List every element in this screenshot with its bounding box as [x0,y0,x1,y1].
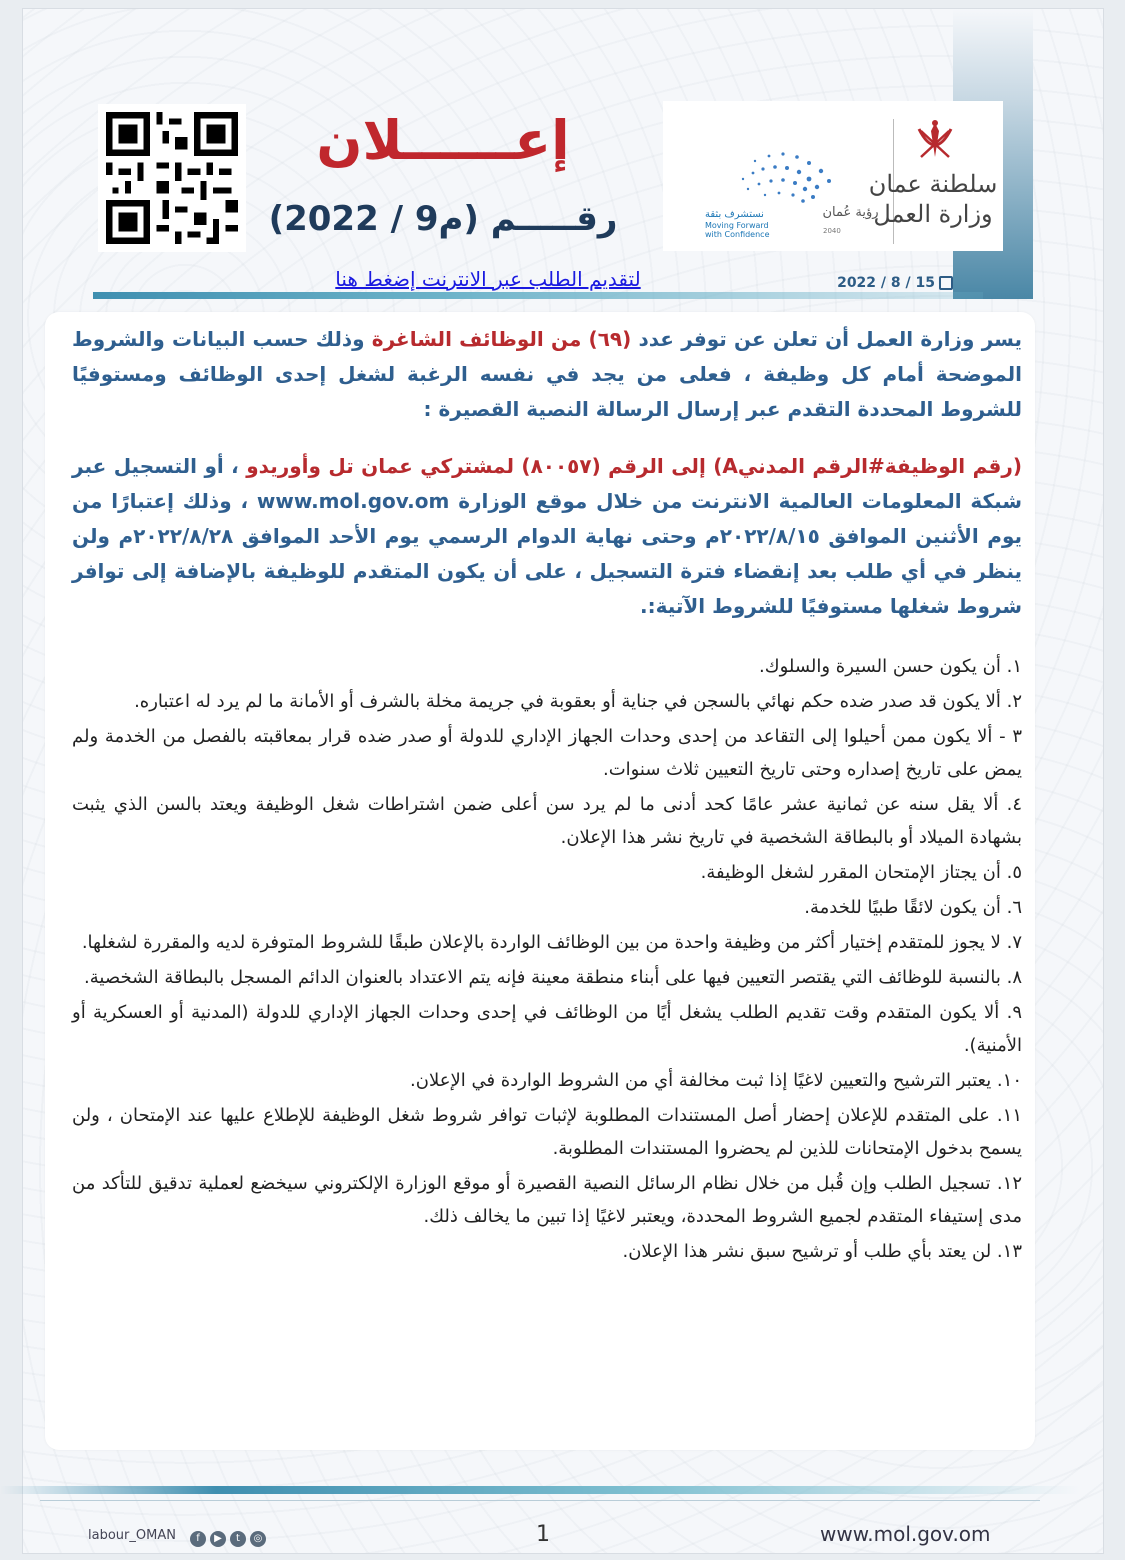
condition-item: ٢. ألا يكون قد صدر ضده حكم نهائي بالسجن في جناية أو بعقوبة في جريمة مخلة بالشرف أو الأمانة ما لم يرد له اعتباره. [134,691,1022,712]
twitter-icon[interactable]: t [230,1531,246,1547]
calendar-icon [939,276,953,290]
condition-item: ٩. ألا يكون المتقدم وقت تقديم الطلب يشغل أيًا من الوظائف في إحدى وحدات الجهاز الإداري للدولة (المدنية أو العسكرية أو الأمنية). [72,1002,1022,1056]
social-handle[interactable]: labour_OMAN [88,1528,176,1543]
condition-item: ٥. أن يجتاز الإمتحان المقرر لشغل الوظيفة. [700,862,1022,883]
conditions-list [72,650,1022,1270]
intro-text [72,322,1022,624]
youtube-icon[interactable]: ▶ [210,1531,226,1547]
social-icons [190,1526,270,1547]
condition-item: ٧. لا يجوز للمتقدم إختيار أكثر من وظيفة واحدة من بين الوظائف الواردة بالإعلان طبقًا للشروط المتوفرة لديه والمقررة لشغلها. [81,932,1022,953]
page-number: 1 [536,1522,550,1547]
intro-paragraph-2: (رقم الوظيفة#الرقم المدنيA) إلى الرقم (٨٠٠٥٧) لمشتركي عمان تل وأوريدو ، أو التسجيل عبر شبكة المعلومات العالمية الانترنت من خلال موقع الوزارة www.mol.gov.om ، وذلك إعتبارًا من يوم الأثنين الموافق ٢٠٢٢/٨/١٥م وحتى نهاية الدوام الرسمي يوم الأحد الموافق ٢٠٢٢/٨/٢٨م ولن ينظر في أي طلب بعد إنقضاء فترة التسجيل ، على أن يكون المتقدم للوظيفة بالإضافة إلى توافر شروط شغلها مستوفيًا للشروط الآتية:. [72,454,1022,618]
announcement-number: رقـــــم (م9 / 2022) [268,199,618,239]
condition-item: ٤. ألا يقل سنه عن ثمانية عشر عامًا كحد أدنى ما لم يرد سن أعلى ضمن اشتراطات شغل الوظيفة ويعتد بالسن الذي يثبت بشهادة الميلاد أو بالبطاقة الشخصية في تاريخ نشر هذا الإعلان. [72,794,1022,848]
announcement-date: 2022 / 8 / 15 [803,275,953,291]
vision-label: رؤية عُمان [822,205,879,220]
qr-code-icon[interactable] [98,104,246,252]
condition-item: ١٢. تسجيل الطلب وإن قُبل من خلال نظام الرسائل النصية القصيرة أو موقع الوزارة الإلكتروني سيخضع لعملية تدقيق للتأكد من مدى إستيفاء المتقدم لجميع الشروط المحددة، ويعتبر لاغيًا إذا تبين ما يخالف ذلك. [72,1173,1022,1227]
condition-item: ١١. على المتقدم للإعلان إحضار أصل المستندات المطلوبة لإثبات توافر شروط شغل الوظيفة للإطلاع عليها عند الإمتحان ، ولن يسمح بدخول الإمتحانات للذين لم يحضروا المستندات المطلوبة. [72,1105,1022,1159]
slogan-english: Moving Forward with Confidence [705,221,770,239]
vision-year: 2040 [823,227,841,235]
intro-paragraph-1: يسر وزارة العمل أن تعلن عن توفر عدد (٦٩) من الوظائف الشاغرة وذلك حسب البيانات والشروط الموضحة أمام كل وظيفة ، فعلى من يجد في نفسه الرغبة لشغل إحدى الوظائف ومستوفيًا للشروط المحددة التقدم عبر إرسال الرسالة النصية القصيرة : [72,327,1023,421]
condition-item: ٨. بالنسبة للوظائف التي يقتصر التعيين فيها على أبناء منطقة معينة فإنه يتم الاعتداد بالعنوان الدائم المسجل بالبطاقة الشخصية. [84,967,1022,988]
footer-divider [0,1486,1080,1494]
footer-thin-line [40,1500,1040,1501]
slogan-arabic: نستشرف بثقة [705,209,764,220]
condition-item: ١. أن يكون حسن السيرة والسلوك. [759,656,1022,677]
website-link[interactable]: www.mol.gov.om [820,1522,991,1546]
ministry-name: سلطنة عمان وزارة العمل [868,170,998,228]
instagram-icon[interactable]: ◎ [250,1531,266,1547]
condition-item: ٦. أن يكون لائقًا طبيًا للخدمة. [804,897,1022,918]
apply-online-link[interactable]: لتقديم الطلب عبر الانترنت إضغط هنا [335,267,641,291]
page-title: إعــــــلان [316,109,570,172]
condition-item: ٣ - ألا يكون ممن أحيلوا إلى التقاعد من إحدى وحدات الجهاز الإداري للدولة أو صدر ضده قرار بمعاقبته بالفصل من الخدمة ولم يمض على تاريخ إصداره وحتى تاريخ التعيين ثلاث سنوات. [72,726,1022,780]
condition-item: ١٠. يعتبر الترشيح والتعيين لاغيًا إذا ثبت مخالفة أي من الشروط الواردة في الإعلان. [410,1070,1022,1091]
condition-item: ١٣. لن يعتد بأي طلب أو ترشيح سبق نشر هذا الإعلان. [622,1241,1022,1262]
decorative-underline [93,292,983,299]
oman-emblem-icon [913,117,957,167]
facebook-icon[interactable]: f [190,1531,206,1547]
